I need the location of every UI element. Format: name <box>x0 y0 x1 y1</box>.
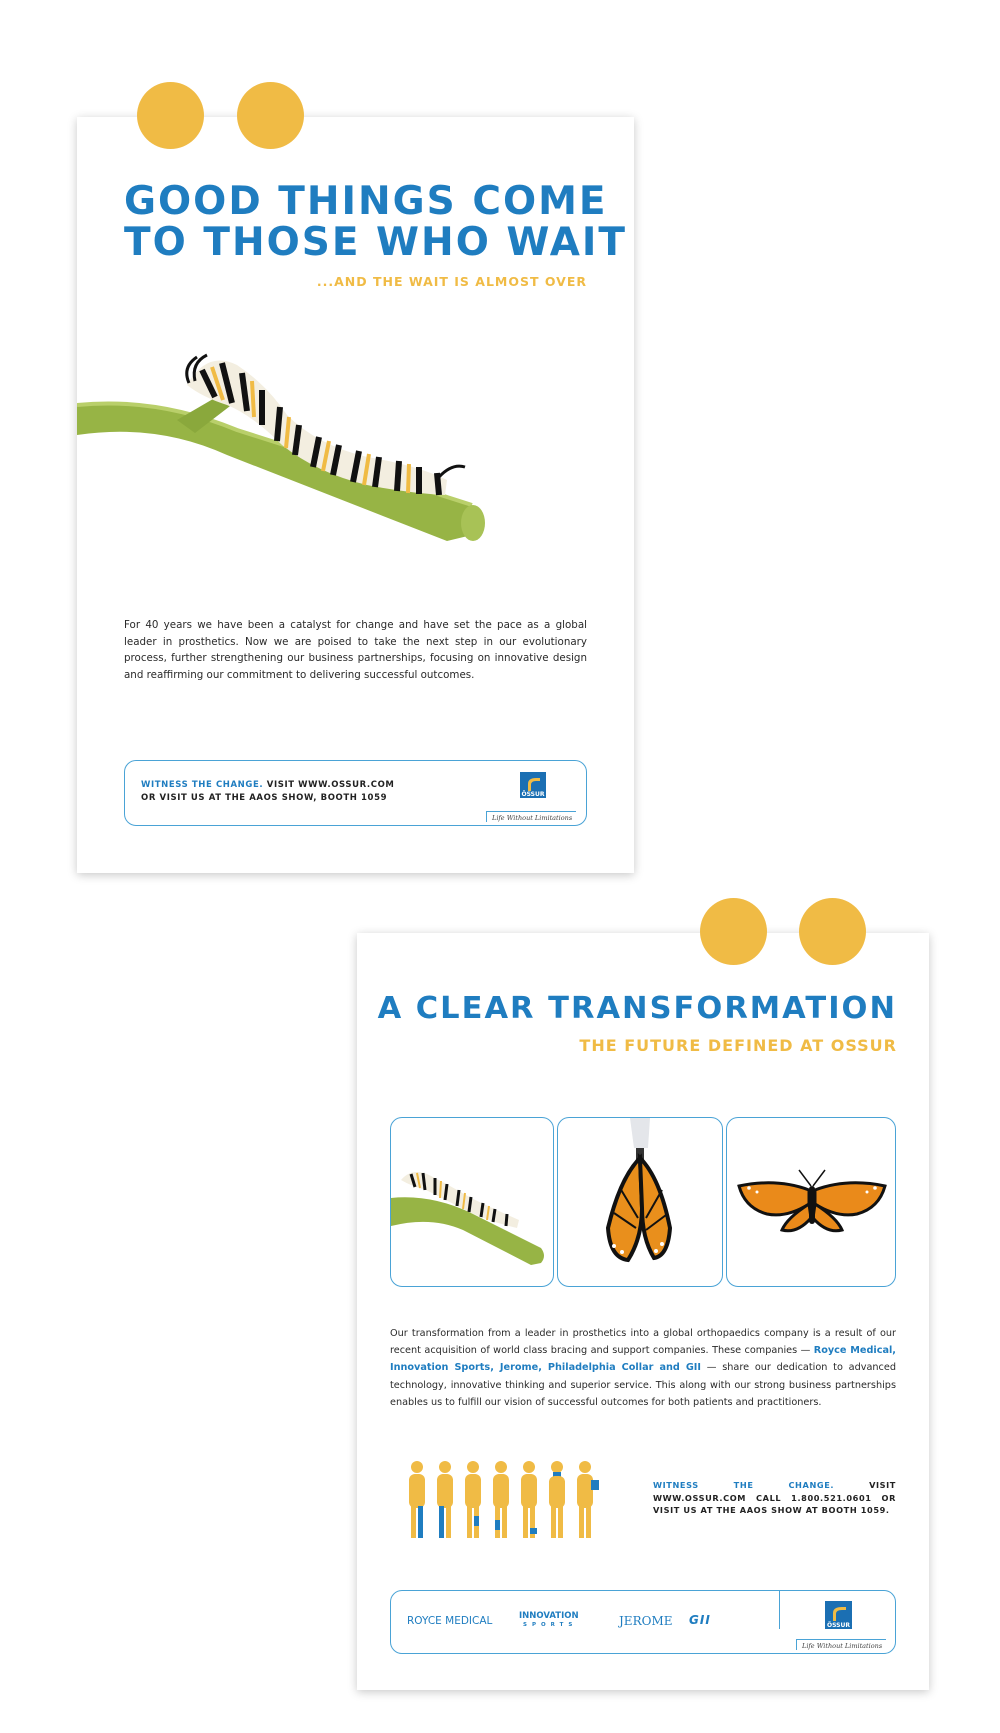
ad2-subheadline: THE FUTURE DEFINED AT OSSUR <box>579 1036 897 1055</box>
ossur-logo-mark-2 <box>825 1601 852 1629</box>
ad2-brand-bar <box>390 1590 896 1654</box>
ad2-cta-rest: VISIT WWW.OSSUR.COM CALL 1.800.521.0601 OR VISIT US AT THE AAOS SHOW AT BOOTH 1059. <box>653 1480 896 1515</box>
ad1-subheadline: ...AND THE WAIT IS ALMOST OVER <box>316 274 587 289</box>
photo-panel-emerging-butterfly <box>557 1117 723 1287</box>
ad2-body-part2: — share our dedication to advanced technology, innovative thinking and superior service. This along with our strong business partnerships enables us to fulfill our vision of successful outcomes for both patients and practitioners. <box>390 1362 896 1408</box>
caterpillar-image <box>391 1118 554 1287</box>
ad-page-2 <box>357 933 929 1690</box>
ad2-headline: A CLEAR TRANSFORMATION <box>377 991 897 1026</box>
ad-page-1 <box>77 117 634 873</box>
ad2-ossur-logo-text: ÖSSUR <box>827 1622 850 1629</box>
ossur-logo-mark <box>520 772 546 798</box>
ad1-cta-line2: OR VISIT US AT THE AAOS SHOW, BOOTH 1059 <box>141 793 388 803</box>
ad1-cta-box <box>124 760 587 826</box>
ad2-body-text <box>390 1325 896 1411</box>
ad1-headline-line1: GOOD THINGS COME <box>124 179 608 224</box>
brand-royce-medical: ROYCE MEDICAL <box>407 1615 493 1627</box>
ossur-logo <box>520 772 546 798</box>
patient-figures-illustration <box>403 1458 613 1540</box>
ad2-cta-text <box>653 1479 896 1517</box>
butterfly-image <box>727 1118 896 1287</box>
ossur-logo-text: ÖSSUR <box>521 791 545 798</box>
ad2-body-highlight: Royce Medical, Innovation Sports, Jerome, Philadelphia Collar and GII <box>390 1345 896 1374</box>
brand-jerome: JEROME <box>619 1614 673 1628</box>
yellow-dot-2a <box>700 898 767 965</box>
ad1-body-text: For 40 years we have been a catalyst for change and have set the pace as a global leader in prosthetics. Now we are poised to take the next step in our evolutionary process, further strengthening our business partnerships, focusing on innovative design and reaffirming our commitment to delivering successful outcomes. <box>124 619 587 681</box>
brand-gii: GII <box>689 1613 711 1627</box>
yellow-dot-1b <box>237 82 304 149</box>
emerging-butterfly-image <box>558 1118 723 1287</box>
yellow-dot-2b <box>799 898 866 965</box>
ad2-tagline: Life Without Limitations <box>796 1639 886 1650</box>
ad2-ossur-logo <box>825 1601 852 1629</box>
ad1-headline-line2: TO THOSE WHO WAIT <box>124 220 627 265</box>
ad1-cta-highlight: WITNESS THE CHANGE. <box>141 780 264 790</box>
person-figure <box>409 1461 425 1538</box>
ad1-tagline: Life Without Limitations <box>486 811 576 822</box>
caterpillar-on-branch-image <box>77 345 497 565</box>
ad1-cta-text <box>141 779 394 805</box>
brand-innovation: INNOVATION <box>519 1611 579 1621</box>
ad1-cta-rest: VISIT WWW.OSSUR.COM <box>263 780 395 790</box>
photo-panel-caterpillar <box>390 1117 554 1287</box>
brand-sports: SPORTS <box>523 1622 578 1628</box>
ad2-cta-highlight: WITNESS THE CHANGE. <box>653 1480 835 1490</box>
photo-panel-butterfly <box>726 1117 896 1287</box>
ad2-body-part1: Our transformation from a leader in prosthetics into a global orthopaedics company is a result of our recent acquisition of world class bracing and support companies. These companies — <box>390 1328 896 1357</box>
brand-bar-divider <box>779 1591 780 1629</box>
yellow-dot-1a <box>137 82 204 149</box>
